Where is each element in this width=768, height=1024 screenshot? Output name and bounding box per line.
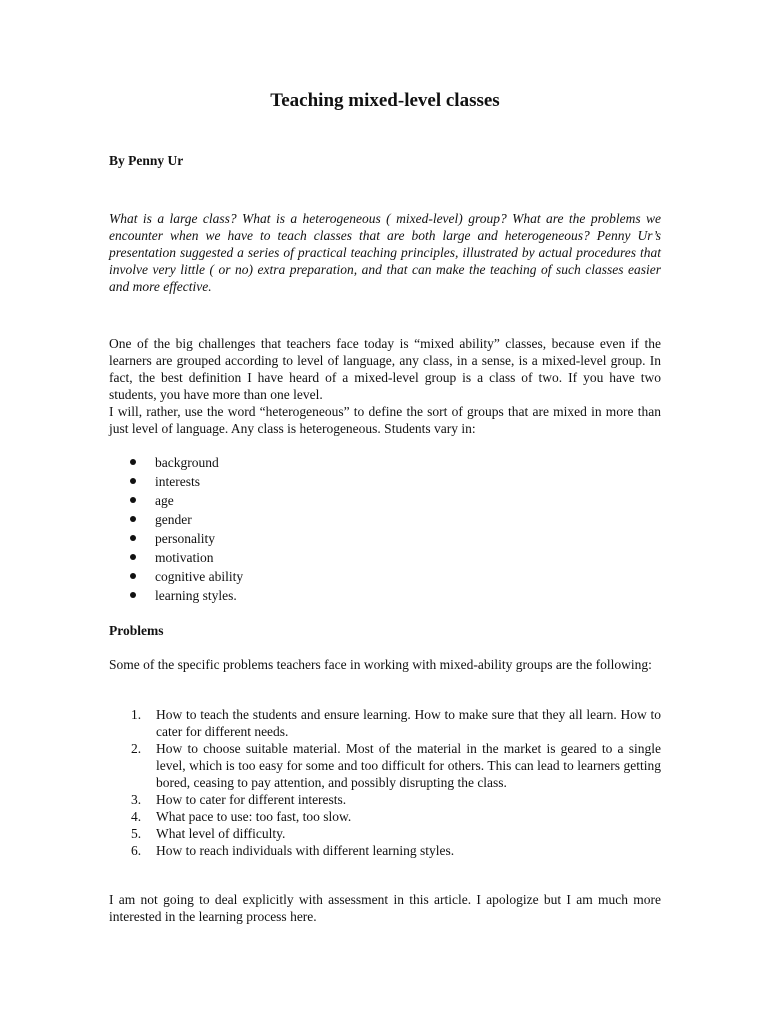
list-item [109, 587, 243, 606]
item-text: How to cater for different interests. [156, 792, 347, 807]
abstract-paragraph: What is a large class? What is a heterogeneous ( mixed-level) group? What are the problems we encounter when we have to teach classes that are both large and heterogeneous? Penny Ur’s presentation suggested a series of practical teaching principles, illustrated by actual procedures that involve very little ( or no) extra preparation, and that can make the teaching of such classes easier and more effective. [109, 211, 661, 294]
bullet-icon [130, 592, 136, 598]
numbered-item [109, 808, 661, 825]
bullet-icon [130, 459, 136, 465]
numbered-item [109, 740, 661, 791]
variation-list [109, 454, 243, 606]
bullet-icon [130, 497, 136, 503]
intro-paragraph: I will, rather, use the word “heterogeneous” to define the sort of groups that are mixed in more than just level of language. Any class is heterogeneous. Students vary in: [109, 404, 661, 436]
author-byline: By Penny Ur [109, 153, 184, 168]
numbered-item [109, 706, 661, 740]
intro-section [109, 335, 661, 437]
problems-list [109, 706, 661, 859]
list-item [109, 492, 243, 511]
numbered-item [109, 825, 661, 842]
bullet-icon [130, 554, 136, 560]
item-number: 5. [131, 826, 142, 841]
bullet-icon [130, 535, 136, 541]
item-number: 2. [131, 741, 142, 756]
item-number: 4. [131, 809, 142, 824]
bullet-icon [130, 516, 136, 522]
numbered-item [109, 791, 661, 808]
bullet-icon [130, 573, 136, 579]
item-number: 1. [131, 707, 142, 722]
item-text: How to teach the students and ensure learning. How to make sure that they all learn. How to cater for different needs. [156, 707, 661, 739]
item-number: 6. [131, 843, 142, 858]
list-item [109, 549, 243, 568]
list-item-text: gender [155, 512, 192, 527]
intro-paragraph: One of the big challenges that teachers face today is “mixed ability” classes, because even if the learners are grouped according to level of language, any class, in a sense, is a mixed-level group. In fact, the best definition I have heard of a mixed-level group is a class of two. If you have two students, you have more than one level. [109, 336, 661, 402]
item-text: How to reach individuals with different learning styles. [156, 843, 455, 858]
section-heading-problems: Problems [109, 623, 164, 638]
list-item [109, 530, 243, 549]
item-text: What pace to use: too fast, too slow. [156, 809, 352, 824]
list-item-text: motivation [155, 550, 214, 565]
list-item-text: interests [155, 474, 200, 489]
list-item-text: cognitive ability [155, 569, 244, 584]
numbered-item [109, 842, 661, 859]
closing-paragraph: I am not going to deal explicitly with assessment in this article. I apologize but I am much more interested in the learning process here. [109, 892, 661, 924]
list-item-text: learning styles. [155, 588, 237, 603]
item-number: 3. [131, 792, 142, 807]
list-item [109, 454, 243, 473]
problems-intro-paragraph: Some of the specific problems teachers face in working with mixed-ability groups are the following: [109, 657, 652, 672]
list-item-text: personality [155, 531, 215, 546]
list-item [109, 511, 243, 530]
document-title: Teaching mixed-level classes [270, 90, 500, 111]
list-item [109, 473, 243, 492]
item-text: What level of difficulty. [156, 826, 286, 841]
bullet-icon [130, 478, 136, 484]
item-text: How to choose suitable material. Most of the material in the market is geared to a single level, which is too easy for some and too difficult for others. This can lead to learners getting bored, ceasing to pay attention, and possibly disrupting the class. [156, 741, 661, 790]
list-item-text: background [155, 455, 219, 470]
list-item-text: age [155, 493, 174, 508]
list-item [109, 568, 243, 587]
